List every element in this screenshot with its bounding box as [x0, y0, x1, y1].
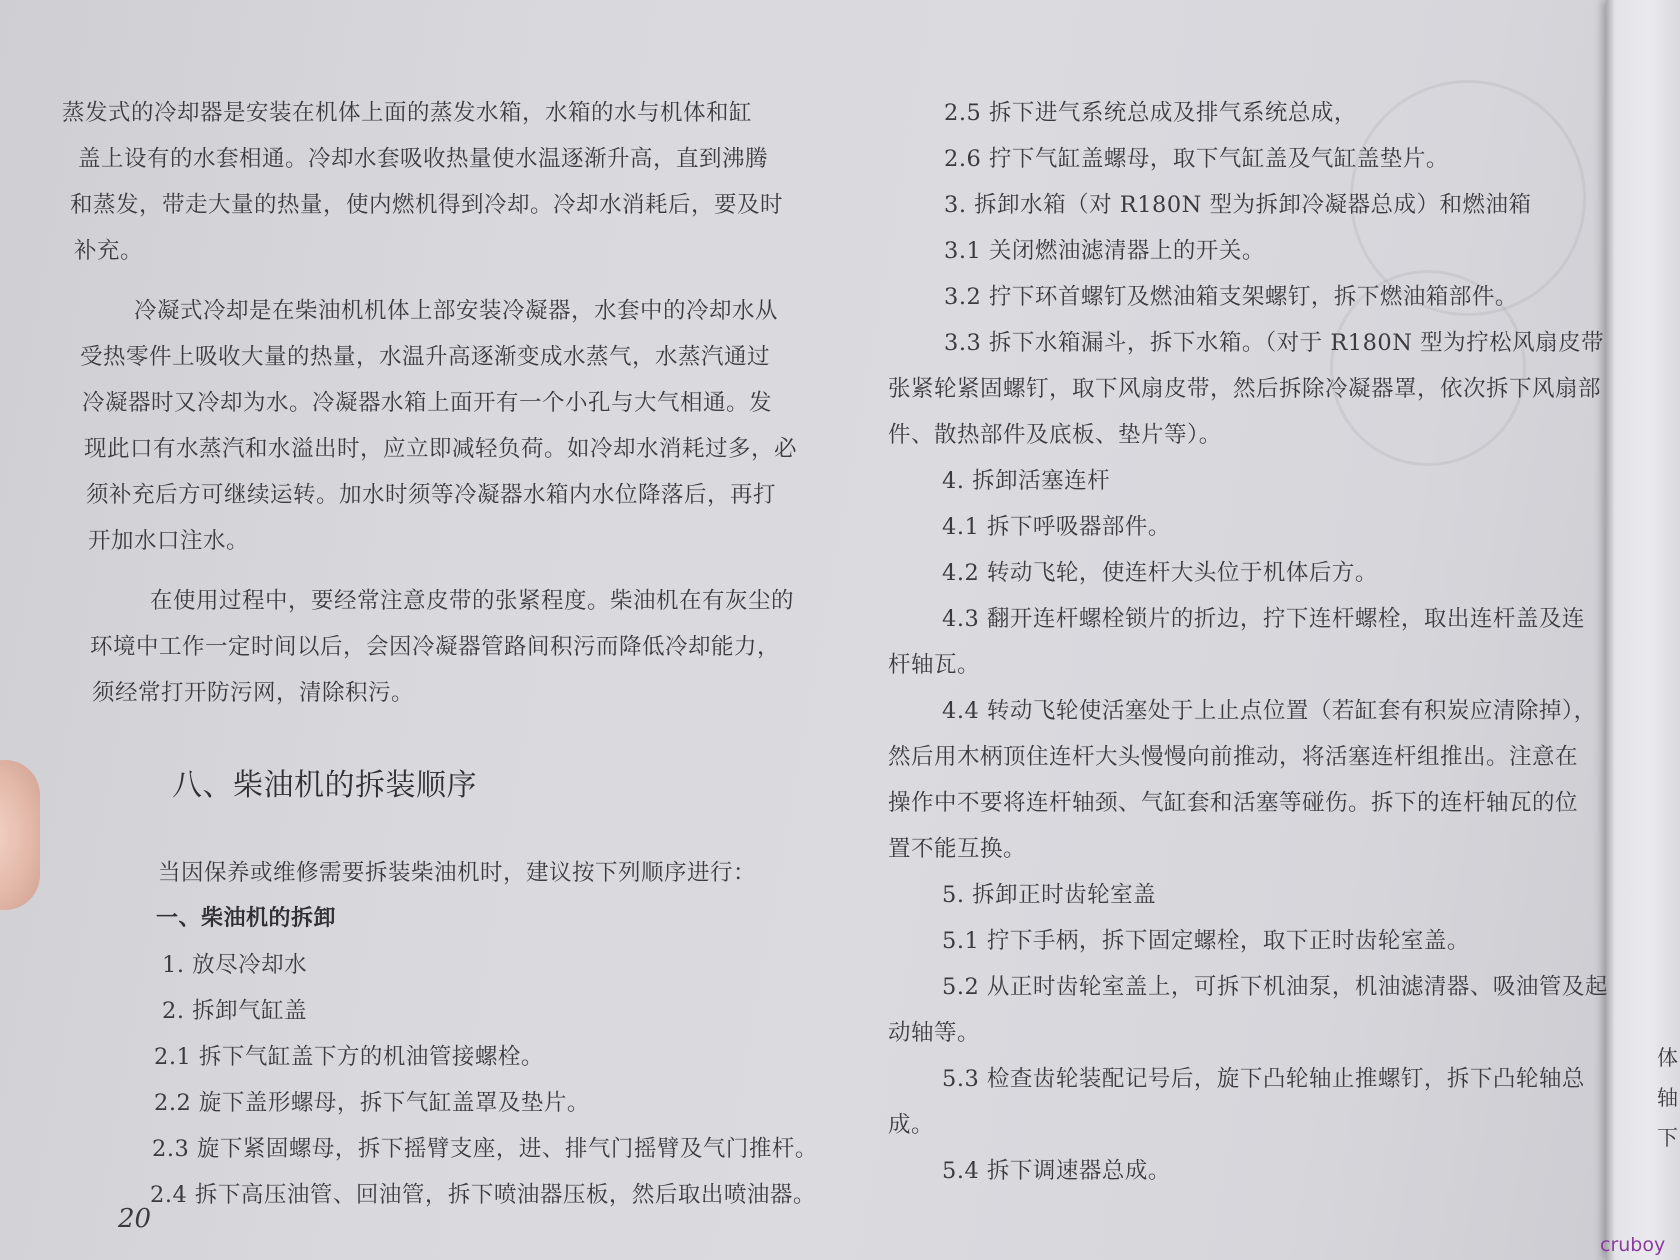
step-item: 置不能互换。	[888, 836, 1027, 862]
step-item: 2.6 拧下气缸盖螺母，取下气缸盖及气缸盖垫片。	[944, 146, 1449, 172]
text-line: 补充。	[74, 238, 144, 264]
step-item: 4.3 翻开连杆螺栓锁片的折边，拧下连杆螺栓，取出连杆盖及连	[942, 606, 1585, 632]
text-line: 开加水口注水。	[88, 528, 250, 554]
next-page-char: 体	[1657, 1046, 1678, 1070]
step-item: 然后用木柄顶住连杆大头慢慢向前推动，将活塞连杆组推出。注意在	[888, 744, 1579, 770]
step-item: 3.2 拧下环首螺钉及燃油箱支架螺钉，拆下燃油箱部件。	[944, 284, 1518, 310]
text-line: 环境中工作一定时间以后，会因冷凝器管路间积污而降低冷却能力，	[90, 634, 781, 660]
step-item: 4.4 转动飞轮使活塞处于上止点位置（若缸套有积炭应清除掉），	[942, 698, 1597, 724]
left-column	[62, 90, 862, 1218]
watermark: cruboy	[1600, 1234, 1666, 1256]
subheading: 一、柴油机的拆卸	[156, 906, 337, 931]
intro-text: 当因保养或维修需要拆装柴油机时，建议按下列顺序进行：	[158, 860, 757, 886]
step-item: 5. 拆卸正时齿轮室盖	[942, 882, 1157, 908]
finger-holding-page	[0, 760, 40, 910]
section-heading: 八、柴油机的拆装顺序	[172, 768, 477, 803]
step-item: 2.4 拆下高压油管、回油管，拆下喷油器压板，然后取出喷油器。	[150, 1182, 816, 1208]
text-line: 盖上设有的水套相通。冷却水套吸收热量使水温逐渐升高，直到沸腾	[78, 146, 769, 172]
next-page-char: 下	[1657, 1126, 1678, 1150]
step-item: 2.2 旋下盖形螺母，拆下气缸盖罩及垫片。	[154, 1090, 590, 1116]
step-item: 操作中不要将连杆轴颈、气缸套和活塞等碰伤。拆下的连杆轴瓦的位	[888, 790, 1579, 816]
text-line: 蒸发式的冷却器是安装在机体上面的蒸发水箱，水箱的水与机体和缸	[62, 100, 753, 126]
step-item: 3. 拆卸水箱（对 R180N 型为拆卸冷凝器总成）和燃油箱	[944, 192, 1532, 218]
text-line: 冷凝器时又冷却为水。冷凝器水箱上面开有一个小孔与大气相通。发	[82, 390, 773, 416]
step-item: 成。	[888, 1112, 935, 1138]
step-item: 1. 放尽冷却水	[162, 952, 308, 978]
step-item: 2. 拆卸气缸盖	[162, 998, 308, 1024]
text-line: 在使用过程中，要经常注意皮带的张紧程度。柴油机在有灰尘的	[150, 588, 795, 614]
step-item: 5.2 从正时齿轮室盖上，可拆下机油泵，机油滤清器、吸油管及起	[942, 974, 1608, 1000]
step-item: 件、散热部件及底板、垫片等）。	[888, 422, 1222, 448]
step-item: 4.1 拆下呼吸器部件。	[942, 514, 1171, 540]
text-line: 受热零件上吸收大量的热量，水温升高逐渐变成水蒸气，水蒸汽通过	[80, 344, 771, 370]
paragraph-evaporative-cooling	[62, 90, 862, 274]
text-line: 和蒸发，带走大量的热量，使内燃机得到冷却。冷却水消耗后，要及时	[70, 192, 784, 218]
step-item: 动轴等。	[888, 1020, 981, 1046]
step-item: 张紧轮紧固螺钉，取下风扇皮带，然后拆除冷凝器罩，依次拆下风扇部	[888, 376, 1602, 402]
step-item: 4.2 转动飞轮，使连杆大头位于机体后方。	[942, 560, 1378, 586]
step-item: 2.3 旋下紧固螺母，拆下摇臂支座，进、排气门摇臂及气门推杆。	[152, 1136, 818, 1162]
step-item: 5.1 拧下手柄，拆下固定螺栓，取下正时齿轮室盖。	[942, 928, 1470, 954]
text-line: 冷凝式冷却是在柴油机机体上部安装冷凝器，水套中的冷却水从	[134, 298, 779, 324]
paragraph-belt-tension	[62, 578, 862, 716]
next-page-char: 轴	[1657, 1086, 1678, 1110]
text-line: 须经常打开防污网，清除积污。	[92, 680, 415, 706]
paragraph-condensing-cooling	[62, 288, 862, 564]
step-item: 5.4 拆下调速器总成。	[942, 1158, 1171, 1184]
step-item: 2.5 拆下进气系统总成及排气系统总成，	[944, 100, 1357, 126]
step-item: 4. 拆卸活塞连杆	[942, 468, 1111, 494]
step-item: 3.3 拆下水箱漏斗，拆下水箱。（对于 R180N 型为拧松风扇皮带	[944, 330, 1605, 356]
step-item: 杆轴瓦。	[888, 652, 981, 678]
page-number: 20	[118, 1204, 152, 1234]
text-line: 须补充后方可继续运转。加水时须等冷凝器水箱内水位降落后，再打	[86, 482, 777, 508]
step-item: 2.1 拆下气缸盖下方的机油管接螺栓。	[154, 1044, 544, 1070]
text-line: 现此口有水蒸汽和水溢出时，应立即减轻负荷。如冷却水消耗过多，必	[84, 436, 798, 462]
step-item: 3.1 关闭燃油滤清器上的开关。	[944, 238, 1265, 264]
step-item: 5.3 检查齿轮装配记号后，旋下凸轮轴止推螺钉，拆下凸轮轴总	[942, 1066, 1585, 1092]
right-column	[888, 90, 1648, 1194]
